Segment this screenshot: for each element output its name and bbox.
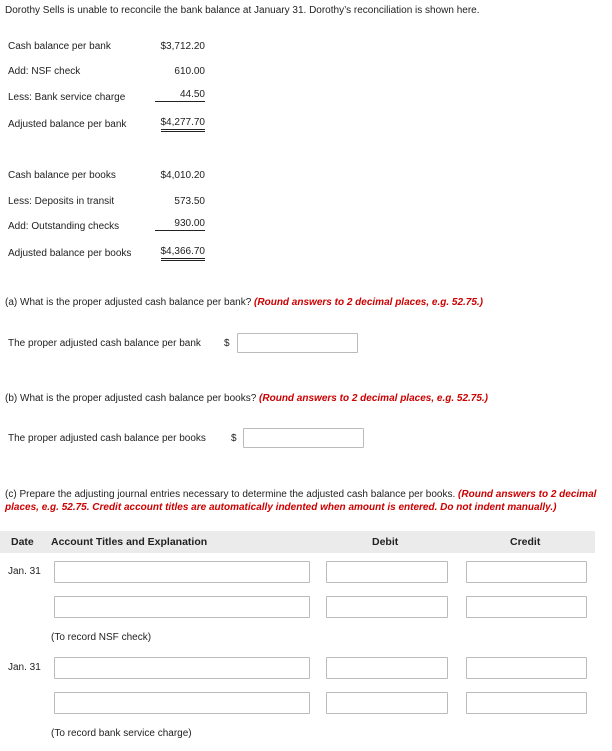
part-a-label: The proper adjusted cash balance per bank (8, 338, 201, 349)
header-account: Account Titles and Explanation (51, 536, 208, 548)
books-row-value: $4,010.20 (160, 170, 205, 181)
intro-text: Dorothy Sells is unable to reconcile the bank balance at January 31. Dorothy’s reconciliation is shown here. (5, 5, 480, 16)
account-title-input[interactable] (54, 657, 310, 679)
debit-input[interactable] (326, 657, 448, 679)
credit-input[interactable] (466, 692, 587, 714)
part-b-question-text: (b) What is the proper adjusted cash balance per books? (5, 393, 257, 404)
books-row-label: Cash balance per books (8, 170, 116, 181)
header-debit: Debit (372, 536, 399, 548)
entry-explanation: (To record bank service charge) (51, 728, 192, 739)
entry-date: Jan. 31 (8, 566, 41, 577)
part-b-question (5, 393, 488, 404)
part-c-question-text: (c) Prepare the adjusting journal entries necessary to determine the adjusted cash balance per books. (5, 489, 456, 500)
dollar-sign: $ (224, 338, 230, 349)
header-date: Date (11, 536, 34, 548)
part-c-question (5, 488, 605, 514)
books-row-label: Adjusted balance per books (8, 248, 132, 259)
part-c-hint: places, e.g. 52.75. Credit account titles are automatically indented when amount is entered. Do not indent manually.) (5, 502, 557, 513)
adjusted-bank-balance-input[interactable] (237, 333, 358, 353)
part-a-question (5, 297, 483, 308)
books-row-value-wrap (140, 246, 205, 261)
bank-row-value: $4,277.70 (161, 117, 206, 132)
books-row-value: 573.50 (174, 196, 205, 207)
books-row-value: 930.00 (155, 218, 205, 231)
bank-row-label: Add: NSF check (8, 66, 81, 77)
bank-row-value-wrap (140, 89, 205, 102)
bank-row-value-wrap (140, 117, 205, 132)
entry-date: Jan. 31 (8, 662, 41, 673)
bank-row-value: 44.50 (155, 89, 205, 102)
account-title-input[interactable] (54, 561, 310, 583)
dollar-sign: $ (231, 433, 237, 444)
debit-input[interactable] (326, 561, 448, 583)
books-row-value: $4,366.70 (161, 246, 206, 261)
bank-row-value: $3,712.20 (160, 41, 205, 52)
credit-input[interactable] (466, 657, 587, 679)
books-row-value-wrap (140, 218, 205, 231)
part-a-hint: (Round answers to 2 decimal places, e.g. 52.75.) (254, 297, 484, 308)
bank-row-label: Adjusted balance per bank (8, 119, 127, 130)
part-c-hint: (Round answers to 2 decimal (458, 489, 597, 500)
bank-row-value: 610.00 (174, 66, 205, 77)
books-row-label: Add: Outstanding checks (8, 221, 120, 232)
part-b-label: The proper adjusted cash balance per books (8, 433, 206, 444)
adjusted-books-balance-input[interactable] (243, 428, 364, 448)
debit-input[interactable] (326, 692, 448, 714)
credit-input[interactable] (466, 596, 587, 618)
part-a-question-text: (a) What is the proper adjusted cash balance per bank? (5, 297, 252, 308)
books-row-label: Less: Deposits in transit (8, 196, 115, 207)
bank-row-label: Cash balance per bank (8, 41, 111, 52)
credit-input[interactable] (466, 561, 587, 583)
part-b-hint: (Round answers to 2 decimal places, e.g. 52.75.) (259, 393, 489, 404)
debit-input[interactable] (326, 596, 448, 618)
entry-explanation: (To record NSF check) (51, 632, 152, 643)
header-credit: Credit (510, 536, 541, 548)
bank-row-label: Less: Bank service charge (8, 92, 126, 103)
account-title-input[interactable] (54, 596, 310, 618)
account-title-input[interactable] (54, 692, 310, 714)
journal-table-header (0, 531, 595, 553)
